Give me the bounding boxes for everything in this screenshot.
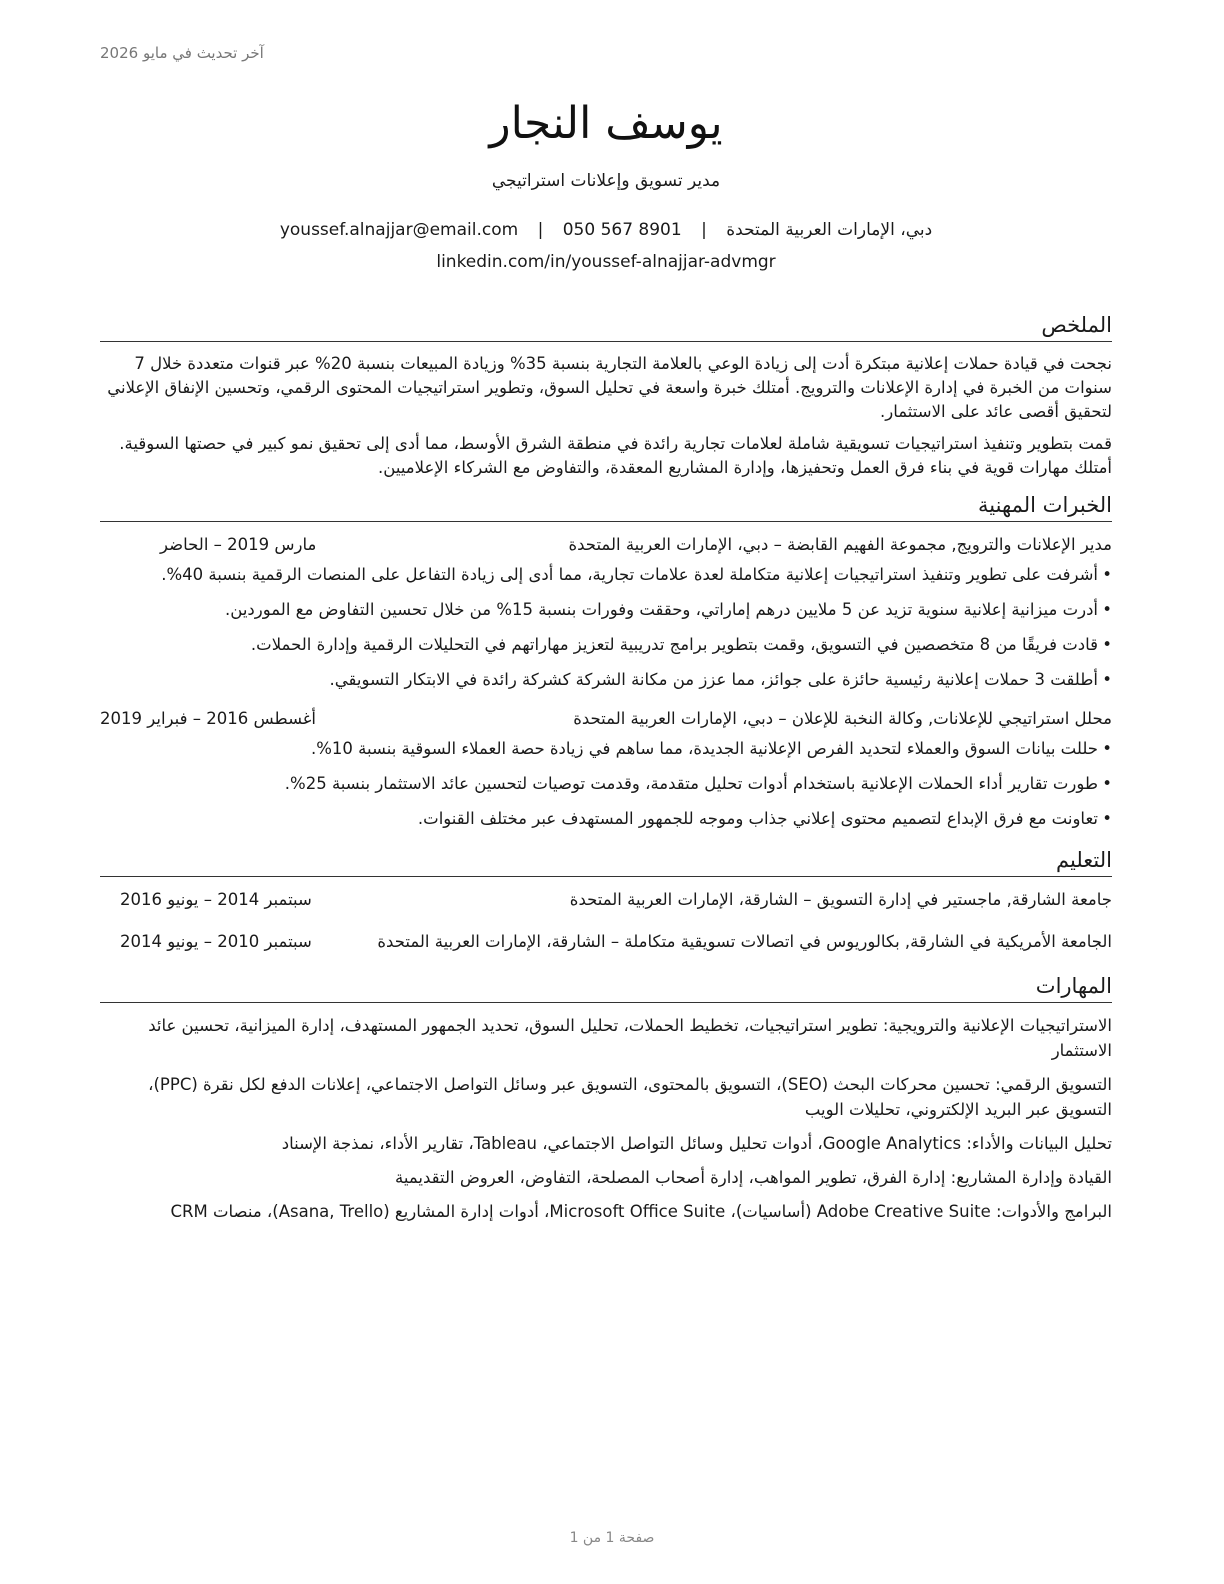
contact-phone: 050 567 8901 bbox=[562, 220, 682, 240]
education-degree: الجامعة الأمريكية في الشارقة, بكالوريوس في اتصالات تسويقية متكاملة – الشارقة، الإمارات العربية المتحدة bbox=[377, 932, 1112, 951]
skill-line: تحليل البيانات والأداء: Google Analytics، أدوات تحليل وسائل التواصل الاجتماعي، Tableau، تقارير الأداء، نمذجة الإسناد bbox=[281, 1134, 1112, 1153]
job-bullet: • أطلقت 3 حملات إعلانية رئيسية حائزة على جوائز، مما عزز من مكانة الشركة كشركة رائدة في الابتكار التسويقي. bbox=[100, 667, 1112, 692]
summary-paragraph: قمت بتطوير وتنفيذ استراتيجيات تسويقية شاملة لعلامات تجارية رائدة في منطقة الشرق الأوسط، مما أدى إلى تحقيق نمو كبير في حصتها السوقية. أمتلك مهارات قوية في بناء فرق العمل وتحفيزها، وإدارة المشاريع المعقدة، والتفاوض مع الشركاء الإعلاميين. bbox=[119, 434, 1112, 477]
contact-location: دبي، الإمارات العربية المتحدة bbox=[726, 220, 933, 240]
experience-heading: الخبرات المهنية bbox=[100, 490, 1112, 522]
contact-separator: | bbox=[701, 220, 707, 240]
job-bullet: • طورت تقارير أداء الحملات الإعلانية باستخدام أدوات تحليل متقدمة، وقدمت توصيات لتحسين عائد الاستثمار بنسبة 25%. bbox=[100, 771, 1112, 796]
education-heading: التعليم bbox=[100, 845, 1112, 877]
job-bullet: • أشرفت على تطوير وتنفيذ استراتيجيات إعلانية متكاملة لعدة علامات تجارية، مما أدى إلى زيادة التفاعل على المنصات الرقمية بنسبة 40%. bbox=[100, 562, 1112, 587]
contact-linkedin[interactable]: linkedin.com/in/youssef-alnajjar-advmgr bbox=[436, 252, 776, 272]
resume-body bbox=[100, 310, 1112, 1234]
job-entry bbox=[100, 532, 1112, 692]
contact-separator: | bbox=[537, 220, 544, 240]
job-bullets bbox=[100, 736, 1112, 831]
contact-line bbox=[100, 214, 1112, 246]
skills-section bbox=[100, 971, 1112, 1224]
job-bullet: • حللت بيانات السوق والعملاء لتحديد الفرص الإعلانية الجديدة، مما ساهم في زيادة حصة العملاء السوقية بنسبة 10%. bbox=[100, 736, 1112, 761]
experience-section bbox=[100, 490, 1112, 831]
job-entry bbox=[100, 706, 1112, 831]
contact-email[interactable]: youssef.alnajjar@email.com bbox=[279, 220, 519, 240]
education-line bbox=[100, 929, 1112, 955]
skill-line: الاستراتيجيات الإعلانية والترويجية: تطوير استراتيجيات، تخطيط الحملات، تحليل السوق، تحديد الجمهور المستهدف، إدارة الميزانية، تحسين عائد الاستثمار bbox=[148, 1016, 1112, 1060]
job-role-company: مدير الإعلانات والترويج, مجموعة الفهيم القابضة – دبي، الإمارات العربية المتحدة bbox=[568, 535, 1112, 554]
summary-paragraph: نجحت في قيادة حملات إعلانية مبتكرة أدت إلى زيادة الوعي بالعلامة التجارية بنسبة 35% وزيادة المبيعات بنسبة 20% عبر قنوات متعددة خلال 7 سنوات من الخبرة في إدارة الإعلانات والترويج. أمتلك خبرة واسعة في تحليل السوق، وتطوير استراتيجيات المحتوى الرقمي، وتحسين الإنفاق الإعلاني لتحقيق أقصى عائد على الاستثمار. bbox=[107, 354, 1112, 421]
skill-line: التسويق الرقمي: تحسين محركات البحث (SEO)، التسويق بالمحتوى، التسويق عبر وسائل التواصل الاجتماعي، إعلانات الدفع لكل نقرة (PPC)، التسويق عبر البريد الإلكتروني، تحليلات الويب bbox=[148, 1075, 1112, 1119]
skills-heading: المهارات bbox=[100, 971, 1112, 1003]
job-dates: مارس 2019 – الحاضر bbox=[160, 535, 317, 554]
education-entry bbox=[100, 887, 1112, 913]
job-bullet: • قادت فريقًا من 8 متخصصين في التسويق، وقمت بتطوير برامج تدريبية لتعزيز مهاراتهم في التحليلات الرقمية وإدارة الحملات. bbox=[100, 632, 1112, 657]
job-bullet: • أدرت ميزانية إعلانية سنوية تزيد عن 5 ملايين درهم إماراتي، وحققت وفورات بنسبة 15% من خلال تحسين التفاوض مع الموردين. bbox=[100, 597, 1112, 622]
education-line bbox=[100, 887, 1112, 913]
job-header bbox=[100, 532, 1112, 558]
education-degree: جامعة الشارقة, ماجستير في إدارة التسويق – الشارقة، الإمارات العربية المتحدة bbox=[569, 890, 1112, 909]
job-header bbox=[100, 706, 1112, 732]
last-updated-note: آخر تحديث في مايو 2026 bbox=[100, 44, 264, 62]
summary-section bbox=[100, 310, 1112, 480]
education-dates: سبتمبر 2014 – يونيو 2016 bbox=[120, 890, 312, 909]
job-role-company: محلل استراتيجي للإعلانات, وكالة النخبة للإعلان – دبي، الإمارات العربية المتحدة bbox=[573, 709, 1112, 728]
job-dates: أغسطس 2016 – فبراير 2019 bbox=[100, 709, 316, 728]
job-bullet: • تعاونت مع فرق الإبداع لتصميم محتوى إعلاني جذاب وموجه للجمهور المستهدف عبر مختلف القنوات. bbox=[100, 806, 1112, 831]
education-section bbox=[100, 845, 1112, 955]
education-dates: سبتمبر 2010 – يونيو 2014 bbox=[120, 932, 312, 951]
candidate-name: يوسف النجار bbox=[489, 98, 723, 149]
resume-header bbox=[100, 92, 1112, 278]
skill-line: البرامج والأدوات: Adobe Creative Suite (أساسيات)، Microsoft Office Suite، أدوات إدارة المشاريع (Asana, Trello)، منصات CRM bbox=[170, 1202, 1112, 1221]
summary-heading: الملخص bbox=[100, 310, 1112, 342]
candidate-title: مدير تسويق وإعلانات استراتيجي bbox=[491, 171, 721, 191]
skill-line: القيادة وإدارة المشاريع: إدارة الفرق، تطوير المواهب، إدارة أصحاب المصلحة، التفاوض، العروض التقديمية bbox=[395, 1168, 1112, 1187]
job-bullets bbox=[100, 562, 1112, 692]
page-number: صفحة 1 من 1 bbox=[569, 1530, 655, 1546]
education-entry bbox=[100, 929, 1112, 955]
